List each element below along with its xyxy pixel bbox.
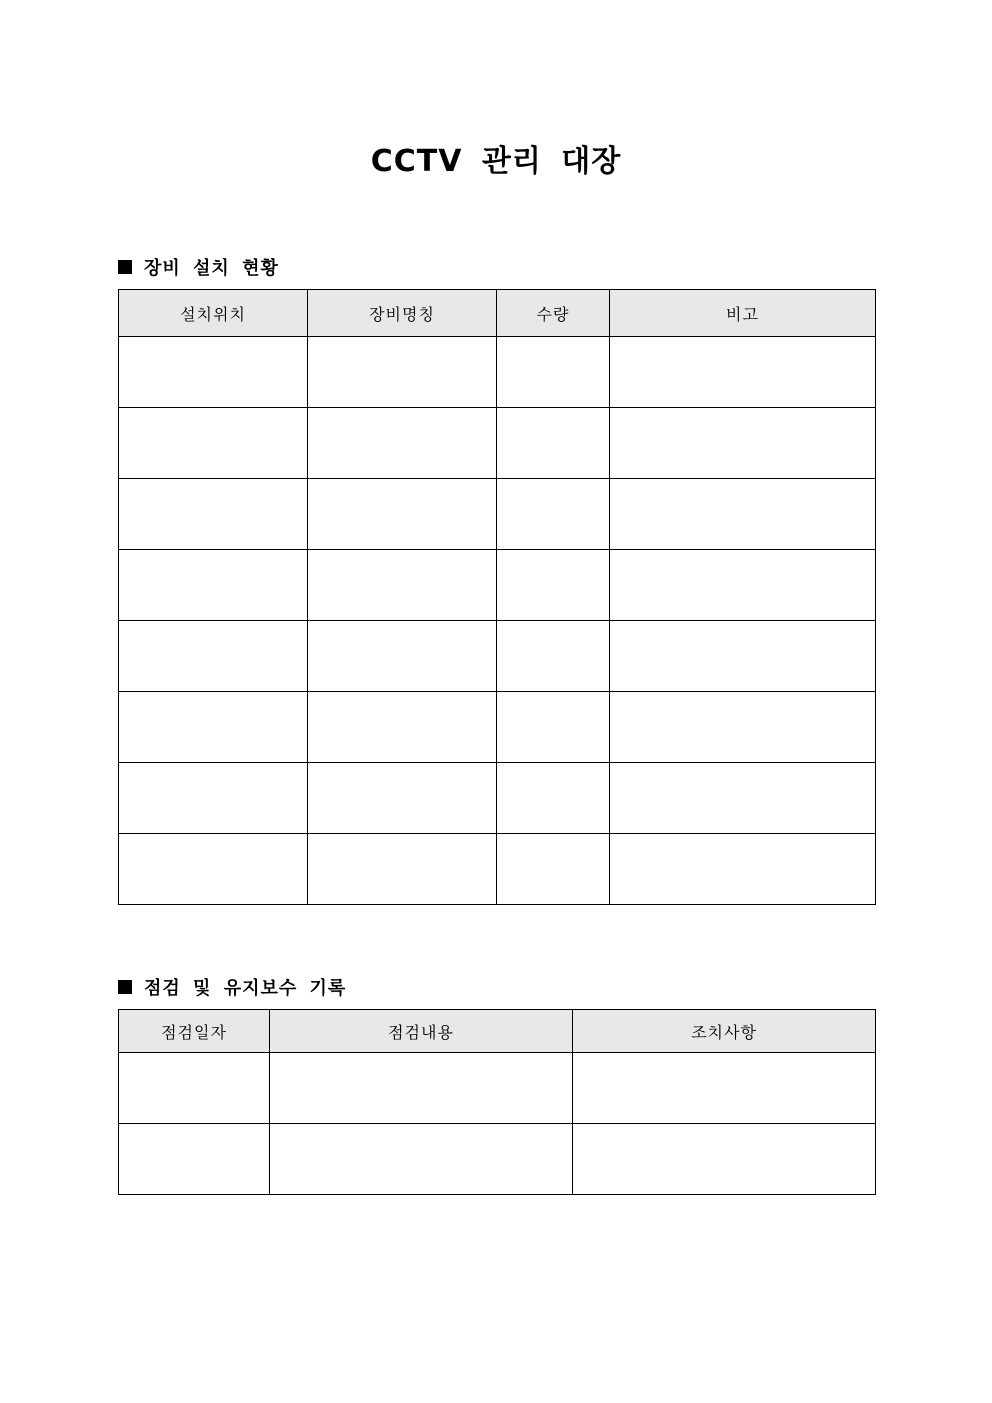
table-cell[interactable] (497, 408, 610, 479)
maintenance-section-heading (118, 974, 346, 1000)
equipment-table (118, 289, 876, 905)
table-row (119, 408, 876, 479)
column-header-quantity: 수량 (497, 290, 610, 337)
table-cell[interactable] (497, 621, 610, 692)
table-row (119, 692, 876, 763)
column-header-inspection-date: 점검일자 (119, 1010, 270, 1053)
table-cell[interactable] (497, 479, 610, 550)
table-cell[interactable] (119, 1053, 270, 1124)
table-row (119, 337, 876, 408)
table-cell[interactable] (119, 763, 308, 834)
table-row (119, 1053, 876, 1124)
table-row (119, 479, 876, 550)
table-cell[interactable] (610, 834, 876, 905)
table-cell[interactable] (308, 408, 497, 479)
table-cell[interactable] (573, 1053, 876, 1124)
table-cell[interactable] (497, 550, 610, 621)
column-header-equipment-name: 장비명칭 (308, 290, 497, 337)
table-cell[interactable] (119, 621, 308, 692)
table-cell[interactable] (610, 692, 876, 763)
table-cell[interactable] (497, 763, 610, 834)
square-bullet-icon (118, 980, 132, 994)
column-header-action-taken: 조치사항 (573, 1010, 876, 1053)
table-cell[interactable] (119, 479, 308, 550)
table-cell[interactable] (308, 692, 497, 763)
column-header-inspection-content: 점검내용 (270, 1010, 573, 1053)
column-header-remarks: 비고 (610, 290, 876, 337)
table-cell[interactable] (497, 834, 610, 905)
table-cell[interactable] (270, 1124, 573, 1195)
maintenance-table (118, 1009, 876, 1195)
table-cell[interactable] (308, 621, 497, 692)
table-cell[interactable] (610, 337, 876, 408)
table-cell[interactable] (610, 763, 876, 834)
maintenance-section-title: 점검 및 유지보수 기록 (144, 978, 347, 999)
table-cell[interactable] (610, 550, 876, 621)
table-row (119, 834, 876, 905)
table-row (119, 550, 876, 621)
equipment-table-header-row (119, 290, 876, 337)
table-row (119, 763, 876, 834)
table-cell[interactable] (497, 692, 610, 763)
table-cell[interactable] (119, 834, 308, 905)
maintenance-table-header-row (119, 1010, 876, 1053)
table-cell[interactable] (119, 692, 308, 763)
table-cell[interactable] (119, 1124, 270, 1195)
table-cell[interactable] (308, 479, 497, 550)
table-cell[interactable] (308, 763, 497, 834)
table-cell[interactable] (497, 337, 610, 408)
table-cell[interactable] (610, 621, 876, 692)
table-row (119, 1124, 876, 1195)
table-cell[interactable] (573, 1124, 876, 1195)
table-cell[interactable] (308, 834, 497, 905)
table-cell[interactable] (610, 408, 876, 479)
table-cell[interactable] (270, 1053, 573, 1124)
table-cell[interactable] (119, 550, 308, 621)
square-bullet-icon (118, 260, 132, 274)
page-title: CCTV 관리 대장 (370, 144, 622, 179)
table-cell[interactable] (119, 408, 308, 479)
table-row (119, 621, 876, 692)
column-header-location: 설치위치 (119, 290, 308, 337)
equipment-section-title: 장비 설치 현황 (144, 258, 279, 279)
table-cell[interactable] (308, 337, 497, 408)
table-cell[interactable] (610, 479, 876, 550)
table-cell[interactable] (119, 337, 308, 408)
table-cell[interactable] (308, 550, 497, 621)
equipment-section-heading (118, 254, 279, 280)
